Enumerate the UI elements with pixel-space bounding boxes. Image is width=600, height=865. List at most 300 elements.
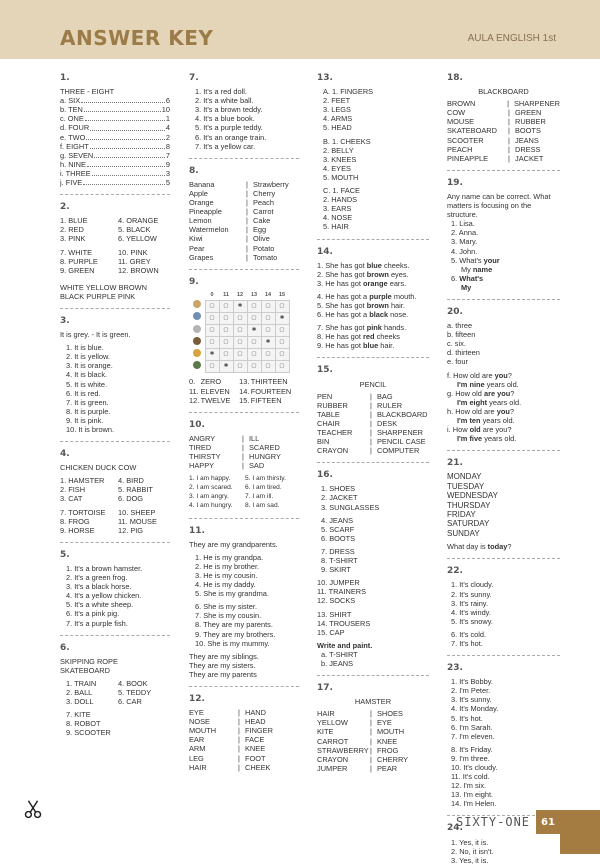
answer-item: 1. She has got xyxy=(317,260,367,270)
answer-item: 10. She is my mummy. xyxy=(195,638,270,648)
answer-line xyxy=(317,261,429,270)
answer-row xyxy=(317,401,429,410)
answer-item: JEANS xyxy=(515,135,539,145)
grid-cell: ✱ xyxy=(275,312,289,324)
answer-item: TABLE xyxy=(317,409,340,419)
answer-item: 8. I am sad. xyxy=(245,502,280,510)
answer-item: BROWN xyxy=(447,99,476,109)
dotted-leader xyxy=(83,178,165,185)
answer-item: j. FIVE xyxy=(60,178,83,188)
answer-item: 5. It's snowy. xyxy=(451,616,493,626)
answer-item: CHAIR xyxy=(317,418,340,428)
answer-item: brown xyxy=(366,269,389,279)
grid-cell: ▢ xyxy=(205,325,219,337)
answer-item: 6. YELLOW xyxy=(118,234,157,244)
answer-item: CHEEK xyxy=(245,762,271,772)
divider xyxy=(317,675,429,676)
answer-item: 9. They are my brothers. xyxy=(195,629,276,639)
answer-item: 4. JEANS xyxy=(321,515,354,525)
grid-cell: ▢ xyxy=(233,337,247,349)
answer-item: HUNGRY xyxy=(249,452,281,461)
answer-item: PENCIL CASE xyxy=(377,437,426,447)
answer-item: brown xyxy=(366,300,389,310)
grid-cell: ▢ xyxy=(205,361,219,373)
answer-item: MOUTH xyxy=(189,726,217,736)
answer-item: HAIR xyxy=(317,709,335,719)
column-4 xyxy=(447,72,560,865)
answer-row xyxy=(317,709,429,718)
answer-item: 1. He is my grandpa. xyxy=(195,552,264,562)
answer-list xyxy=(317,186,429,231)
answer-item: years old. xyxy=(482,434,517,444)
exercise-intro: CHICKEN DUCK COW xyxy=(60,463,137,473)
answer-item: 15. xyxy=(239,395,250,405)
answer-item: pink xyxy=(366,323,382,333)
answer-item: 11. GREY xyxy=(118,256,151,266)
answer-item: 4. He is my daddy. xyxy=(195,580,256,590)
answer-list xyxy=(60,710,170,737)
answer-item: 3. SUNGLASSES xyxy=(321,502,380,512)
answer-row xyxy=(60,234,170,243)
answer-item: 5. MOUTH xyxy=(323,172,359,182)
answer-row xyxy=(60,508,170,517)
answer-row xyxy=(317,737,429,746)
answer-item: 3. It's a brown teddy. xyxy=(195,105,263,115)
answer-item: years old. xyxy=(480,416,515,425)
answer-item: 3. It is orange. xyxy=(66,361,113,371)
answer-row xyxy=(60,216,170,225)
separator: | xyxy=(370,718,372,728)
answer-item: They are my siblings. xyxy=(189,651,259,661)
exercise-intro: It is grey. - It is green. xyxy=(60,330,131,340)
answer-item: SUNDAY xyxy=(447,528,480,538)
answer-item: 14. xyxy=(239,386,250,396)
answer-item: I'm xyxy=(457,379,470,389)
answer-item: I'm xyxy=(457,397,470,407)
word-heading: HAMSTER xyxy=(354,697,392,707)
answer-item: WEDNESDAY xyxy=(447,491,498,501)
answer-item: Banana xyxy=(189,179,215,189)
answer-item: h. How old are xyxy=(447,406,497,416)
separator: | xyxy=(246,234,248,244)
answer-row xyxy=(189,234,299,243)
grid-cell: ▢ xyxy=(247,349,261,361)
answer-row xyxy=(317,755,429,764)
separator: | xyxy=(246,179,248,189)
answer-item: c. ONE xyxy=(60,114,84,124)
answer-row xyxy=(317,746,429,755)
answer-list xyxy=(447,745,560,809)
answer-item: orange xyxy=(363,278,388,288)
grid-cell: ▢ xyxy=(233,325,247,337)
answer-item: FROG xyxy=(377,745,399,755)
separator: | xyxy=(238,717,240,727)
answer-item: 3. PINK xyxy=(60,234,86,244)
exercise-intro: They are my grandparents. xyxy=(189,539,278,549)
answer-item: 5. She is my grandma. xyxy=(195,589,269,599)
answer-item: 4. ARMS xyxy=(323,114,353,124)
answer-item: CRAYON xyxy=(317,446,349,456)
answer-item: ILL xyxy=(249,433,260,443)
scissors-icon xyxy=(22,798,44,820)
answer-item: 2. It's sunny. xyxy=(451,589,492,599)
answer-row xyxy=(60,96,170,105)
answer-item: 3. KNEES xyxy=(323,154,357,164)
answer-item: 1. TRAIN xyxy=(66,678,97,688)
dotted-leader xyxy=(90,123,165,130)
answer-item: 8. T-SHIRT xyxy=(321,556,358,566)
answer-item: 4. BIRD xyxy=(118,476,144,486)
answer-item: mouth. xyxy=(391,291,417,301)
grid-cell: ▢ xyxy=(247,300,261,312)
answer-item: TIRED xyxy=(189,442,212,452)
answer-row xyxy=(189,483,299,492)
answer-item: EAR xyxy=(189,735,205,745)
exercise-number: 3. xyxy=(60,315,70,326)
answer-item: Apple xyxy=(189,188,208,198)
answer-item: g. How old xyxy=(447,388,484,398)
answer-item: 6. It's a pink pig. xyxy=(66,609,120,619)
answer-row xyxy=(189,763,299,772)
answer-row xyxy=(189,726,299,735)
page-number-text: SIXTY-ONE xyxy=(456,815,531,829)
picture-icon xyxy=(193,325,201,333)
separator: | xyxy=(370,727,372,737)
answer-item: 12. BROWN xyxy=(118,265,159,275)
answer-item: 2. She has got xyxy=(317,269,367,279)
answer-item: COW xyxy=(447,108,466,118)
answer-list xyxy=(60,343,170,434)
grid-cell: ▢ xyxy=(261,300,275,312)
answer-item: CRAYON xyxy=(317,754,349,764)
answer-line xyxy=(317,323,429,332)
answer-item: PINEAPPLE xyxy=(447,153,489,163)
picture-icon xyxy=(193,300,201,308)
separator: | xyxy=(370,446,372,456)
answer-item: f. EIGHT xyxy=(60,141,89,151)
answer-row xyxy=(60,476,170,485)
answer-row xyxy=(189,216,299,225)
answer-item: 2. It is yellow. xyxy=(66,352,110,362)
answer-row xyxy=(317,718,429,727)
divider xyxy=(447,170,560,171)
grid-cell: ▢ xyxy=(275,349,289,361)
exercise-intro: SKIPPING ROPE xyxy=(60,656,118,666)
answer-item: SHARPENER xyxy=(377,428,423,437)
separator: | xyxy=(238,708,240,718)
answer-item: SCARED xyxy=(249,442,280,452)
answer-item: MOUTH xyxy=(377,727,405,737)
answer-table xyxy=(189,377,299,404)
answer-list xyxy=(447,371,560,444)
answer-item: nose. xyxy=(388,310,409,320)
answer-row xyxy=(317,419,429,428)
answer-item: 1. It's a brown hamster. xyxy=(66,563,143,573)
divider xyxy=(60,308,170,309)
answer-item: 5. It is white. xyxy=(66,379,108,389)
answer-list xyxy=(317,610,429,637)
answer-item: 8. He has got xyxy=(317,332,364,342)
answer-item: b. fifteen xyxy=(447,330,476,340)
answer-item: 8 xyxy=(165,141,170,151)
grid-cell: ▢ xyxy=(205,337,219,349)
answer-item: BIN xyxy=(317,437,330,447)
answer-item: 15. CAP xyxy=(317,627,345,637)
answer-item: black xyxy=(369,310,389,320)
answer-item: 9. SKIRT xyxy=(321,565,351,575)
exercise-number: 23. xyxy=(447,663,463,674)
answer-item: Pineapple xyxy=(189,207,222,217)
answer-item: COMPUTER xyxy=(377,446,420,456)
answer-row xyxy=(447,126,560,135)
separator: | xyxy=(370,754,372,764)
answer-item: purple xyxy=(369,291,392,301)
answer-item: Orange xyxy=(189,198,214,208)
answer-item: a. SIX xyxy=(60,96,81,106)
answer-item: DRESS xyxy=(515,144,541,154)
answer-list xyxy=(189,652,299,679)
grid-header: 12 xyxy=(233,291,247,301)
answer-item: Kiwi xyxy=(189,234,203,244)
answer-item: 2. JACKET xyxy=(321,493,358,503)
answer-item: you xyxy=(494,370,508,380)
answer-item: 3. Mary. xyxy=(451,237,478,247)
divider xyxy=(317,239,429,240)
answer-row xyxy=(189,501,299,510)
exercise-number: 18. xyxy=(447,73,463,83)
exercise-number: 22. xyxy=(447,566,463,577)
dotted-leader xyxy=(86,133,165,140)
answer-item: HAPPY xyxy=(189,461,215,471)
answer-row xyxy=(189,434,299,443)
answer-item: f. How old are xyxy=(447,370,495,380)
grid-header: 15 xyxy=(275,291,289,301)
answer-list xyxy=(189,87,299,151)
separator: | xyxy=(370,763,372,773)
exercise-number: 10. xyxy=(189,419,205,430)
answer-row xyxy=(189,452,299,461)
answer-item: 12. xyxy=(189,395,200,405)
answer-item: 10. JUMPER xyxy=(317,578,360,588)
answer-item: THIRTEEN xyxy=(250,377,288,387)
answer-item: 1. It is blue. xyxy=(66,343,104,353)
answer-item: HAND xyxy=(245,708,266,718)
dotted-leader xyxy=(87,160,165,167)
answer-item: i. How xyxy=(447,425,470,435)
separator: | xyxy=(508,108,510,118)
answer-item: 2. He is my brother. xyxy=(195,561,260,571)
answer-item: 2. FEET xyxy=(323,96,351,106)
answer-row xyxy=(60,266,170,275)
dotted-leader xyxy=(84,105,161,112)
answer-item: 2. BELLY xyxy=(323,145,354,155)
answer-item: C. 1. FACE xyxy=(323,186,360,196)
answer-item: 5. It's hot. xyxy=(451,713,483,723)
separator: | xyxy=(246,252,248,262)
exercise-number: 1. xyxy=(60,73,70,83)
exercise-number: 8. xyxy=(189,165,199,176)
answer-item: 3. It's rainy. xyxy=(451,598,489,608)
answer-item: KNEE xyxy=(377,736,398,746)
answer-item: THURSDAY xyxy=(447,500,491,510)
column-2 xyxy=(189,72,299,772)
answer-item: CARROT xyxy=(317,736,349,746)
answer-item: cheeks. xyxy=(381,260,410,270)
answer-list xyxy=(317,547,429,574)
answer-item: MOUSE xyxy=(447,117,475,127)
answer-item: 2 xyxy=(165,132,170,142)
number-grid xyxy=(189,291,290,374)
answer-item: nine xyxy=(469,379,485,389)
separator: | xyxy=(246,225,248,235)
answer-row xyxy=(317,410,429,419)
footer-strip xyxy=(560,810,600,854)
answer-line xyxy=(447,398,560,407)
answer-list xyxy=(317,578,429,605)
answer-item: 7. It's a yellow car. xyxy=(195,141,256,151)
answer-item: SHOES xyxy=(377,709,403,719)
answer-item: HAIR xyxy=(189,762,207,772)
answer-item: 5. BLACK xyxy=(118,225,151,235)
answer-item: 8. PURPLE xyxy=(60,256,98,266)
grid-header: 11 xyxy=(219,291,233,301)
answer-item: 8. It is purple. xyxy=(66,406,111,416)
answer-item: 3. It's a black horse. xyxy=(66,582,132,592)
exercise-number: 4. xyxy=(60,449,70,460)
answer-item: 7. WHITE xyxy=(60,247,93,257)
answer-item: 5. I am thirsty. xyxy=(245,475,286,483)
answer-item: KNEE xyxy=(245,744,266,754)
answer-item: THIRSTY xyxy=(189,452,221,461)
answer-row xyxy=(189,198,299,207)
answer-row xyxy=(60,257,170,266)
answer-item: Pear xyxy=(189,243,205,253)
separator: | xyxy=(370,400,372,410)
answer-item: i. THREE xyxy=(60,168,91,178)
answer-item: 5. SCARF xyxy=(321,524,355,534)
divider xyxy=(189,686,299,687)
answer-item: Watermelon xyxy=(189,225,229,235)
answer-list xyxy=(447,321,560,366)
answer-item: 1. I am happy. xyxy=(189,475,231,483)
answer-item: 0. xyxy=(189,377,196,387)
answer-item: five xyxy=(469,434,483,444)
answer-item: 9 xyxy=(165,159,170,169)
answer-row xyxy=(189,443,299,452)
answer-item: 7. She has got xyxy=(317,323,367,333)
answer-row xyxy=(60,151,170,160)
answer-item: d. FOUR xyxy=(60,123,90,133)
grid-cell: ▢ xyxy=(275,361,289,373)
answer-item: 4. ORANGE xyxy=(118,216,159,226)
answer-item: 5 xyxy=(165,178,170,188)
answer-item: Lemon xyxy=(189,216,212,226)
answer-list xyxy=(189,553,299,598)
answer-item: 4. EYES xyxy=(323,163,351,173)
grid-cell: ✱ xyxy=(219,361,233,373)
separator: | xyxy=(238,744,240,754)
answer-list xyxy=(317,292,429,319)
picture-cell xyxy=(189,325,205,337)
answer-row xyxy=(60,494,170,503)
answer-item: RULER xyxy=(377,400,403,410)
answer-item: 11. MOUSE xyxy=(118,516,157,526)
answer-item: 3. I am angry. xyxy=(189,493,229,501)
answer-item: GREEN xyxy=(515,108,542,118)
answer-row xyxy=(447,117,560,126)
answer-item: 4. BOOK xyxy=(118,678,148,688)
answer-item: I'm xyxy=(457,434,470,444)
answer-item: a. T-SHIRT xyxy=(321,649,358,659)
answer-row xyxy=(189,377,299,386)
exercise-number: 17. xyxy=(317,683,333,694)
grid-cell: ✱ xyxy=(261,337,275,349)
answer-item: hands. xyxy=(381,323,407,333)
divider xyxy=(447,299,560,300)
picture-icon xyxy=(193,349,201,357)
answer-row xyxy=(60,517,170,526)
answer-line xyxy=(317,341,429,350)
divider xyxy=(189,518,299,519)
answer-item: FACE xyxy=(245,735,265,745)
answer-list xyxy=(60,679,170,706)
answer-item: 9. I'm three. xyxy=(451,753,490,763)
answer-list xyxy=(447,219,560,255)
separator: | xyxy=(370,736,372,746)
answer-item: 10. PINK xyxy=(118,247,148,257)
answer-item: 4. It's a yellow chicken. xyxy=(66,591,142,601)
divider xyxy=(189,158,299,159)
answer-line xyxy=(447,380,560,389)
answer-item: red xyxy=(363,332,375,342)
separator: | xyxy=(242,442,244,452)
answer-list xyxy=(447,838,560,865)
answer-list xyxy=(60,476,170,503)
exercise-number: 11. xyxy=(189,525,205,536)
question-line xyxy=(447,371,560,380)
column-1 xyxy=(60,72,170,737)
answer-item: 7. TORTOISE xyxy=(60,507,106,517)
answer-item: 12. I'm six. xyxy=(451,781,487,791)
answer-table xyxy=(317,709,429,773)
answer-row xyxy=(317,428,429,437)
grid-header: 0 xyxy=(205,291,219,301)
picture-icon xyxy=(193,337,201,345)
answer-item: TEACHER xyxy=(317,428,353,437)
answer-item: 1. It's a red doll. xyxy=(195,87,247,97)
answer-line xyxy=(317,310,429,319)
answer-item: 3 xyxy=(165,168,170,178)
page-number-badge: 61 xyxy=(536,810,560,834)
answer-line xyxy=(447,434,560,443)
grid-cell: ▢ xyxy=(275,325,289,337)
answer-item: 9. HORSE xyxy=(60,525,95,535)
answer-item: 6. I am tired. xyxy=(245,484,282,492)
divider xyxy=(60,635,170,636)
answer-row xyxy=(189,754,299,763)
answer-row xyxy=(317,764,429,773)
answer-line: My name xyxy=(461,264,493,274)
answer-list xyxy=(447,580,560,625)
exercise-number: 20. xyxy=(447,306,463,317)
answer-item: 3. It's sunny. xyxy=(451,695,492,705)
answer-row xyxy=(66,697,170,706)
column-3 xyxy=(317,72,429,773)
separator: | xyxy=(370,437,372,447)
answer-item: PEN xyxy=(317,391,333,401)
answer-list xyxy=(317,516,429,543)
answer-row xyxy=(189,461,299,470)
